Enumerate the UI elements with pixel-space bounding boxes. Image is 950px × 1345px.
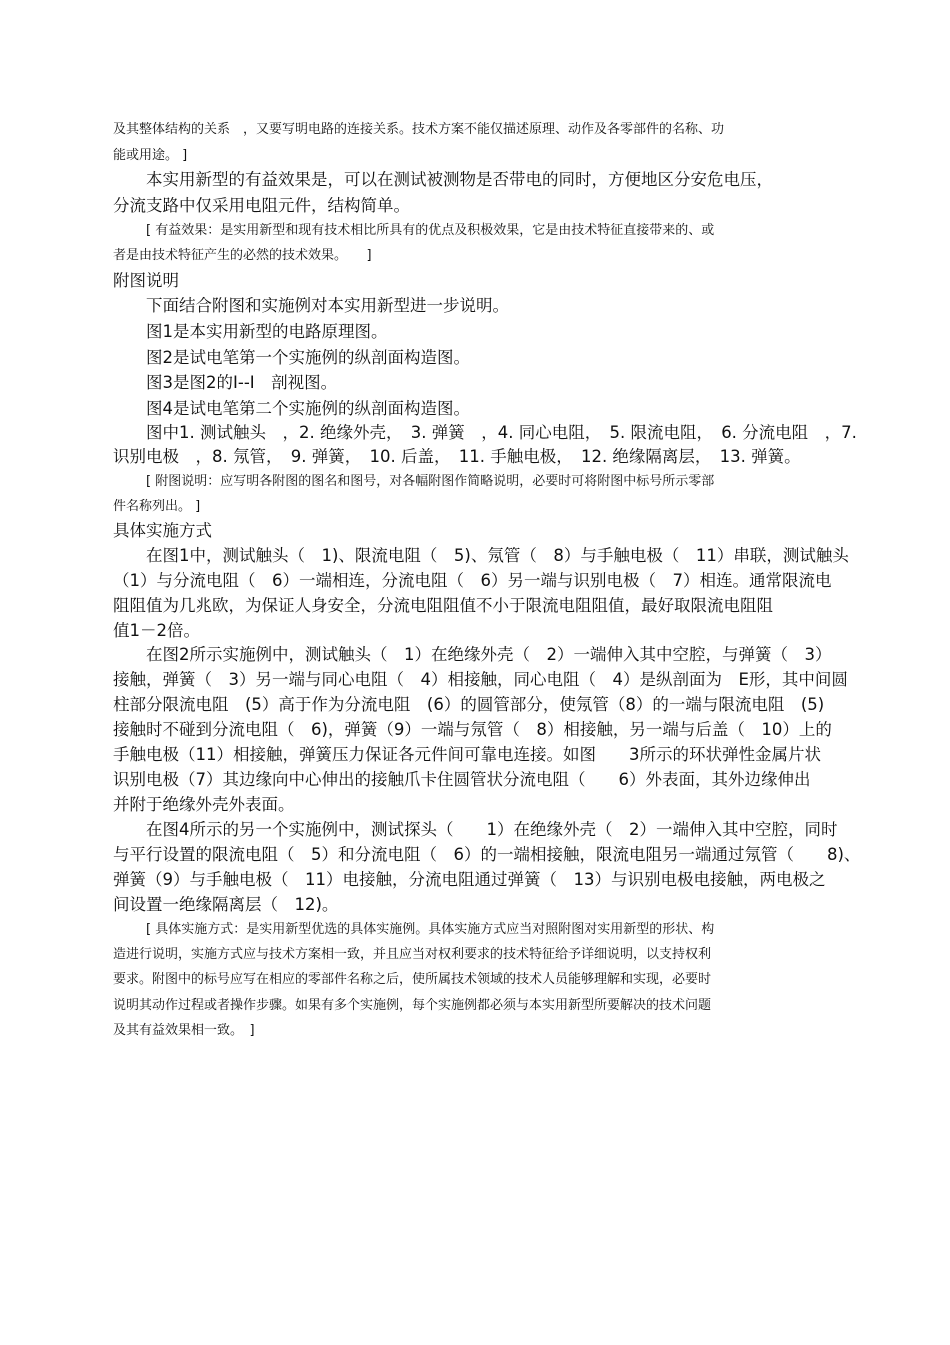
paragraph-line: 在图1中，测试触头（ 1)、限流电阻（ 5)、氖管（ 8）与手触电极（ 11）串联，测试触头 [146, 546, 849, 565]
paragraph-line: 本实用新型的有益效果是，可以在测试被测物是否带电的同时，方便地区分安危电压， [146, 170, 773, 189]
note-line: 要求。附图中的标号应写在相应的零部件名称之后，使所属技术领域的技术人员能够理解和实现，必要时 [113, 972, 712, 987]
paragraph-line: 接触时不碰到分流电阻（ 6)，弹簧（9）一端与氖管（ 8）相接触，另一端与后盖（ 10）上的 [113, 720, 832, 739]
paragraph-line: 值1－2倍。 [113, 621, 200, 640]
section-heading-figures: 附图说明 [113, 271, 179, 290]
paragraph-line: 在图2所示实施例中，测试触头（ 1）在绝缘外壳（ 2）一端伸入其中空腔，与弹簧（ 3） [146, 645, 832, 664]
figure-caption-3: 图3是图2的I--I 剖视图。 [146, 373, 338, 392]
note-line: [ 具体实施方式：是实用新型优选的具体实施例。具体实施方式应当对照附图对实用新型的形状、构 [146, 922, 715, 937]
figure-caption-1: 图1是本实用新型的电路原理图。 [146, 322, 388, 341]
paragraph-line: 阻阻值为几兆欧，为保证人身安全，分流电阻阻值不小于限流电阻阻值，最好取限流电阻阻 [113, 596, 773, 615]
note-line: [ 有益效果：是实用新型和现有技术相比所具有的优点及积极效果，它是由技术特征直接带来的、或 [146, 223, 715, 238]
figure-caption-4: 图4是试电笔第二个实施例的纵剖面构造图。 [146, 399, 470, 418]
paragraph-line: 识别电极（7）其边缘向中心伸出的接触爪卡住圆管状分流电阻（ 6）外表面，其外边缘伸出 [113, 770, 811, 789]
paragraph-line: 下面结合附图和实施例对本实用新型进一步说明。 [146, 296, 509, 315]
paragraph-line: 接触，弹簧（ 3）另一端与同心电阻（ 4）相接触，同心电阻（ 4）是纵剖面为 E形，其中间圆 [113, 670, 848, 689]
paragraph-line: 分流支路中仅采用电阻元件，结构简单。 [113, 196, 410, 215]
note-line: [ 附图说明：应写明各附图的图名和图号，对各幅附图作简略说明，必要时可将附图中标号所示零部 [146, 474, 715, 489]
paragraph-line: 弹簧（9）与手触电极（ 11）电接触，分流电阻通过弹簧（ 13）与识别电极电接触，两电极之 [113, 870, 826, 889]
paragraph-line: 柱部分限流电阻 (5）高于作为分流电阻 (6）的圆管部分，使氖管（8）的一端与限流电阻 (5) [113, 695, 825, 714]
figure-caption-2: 图2是试电笔第一个实施例的纵剖面构造图。 [146, 348, 470, 367]
note-line: 者是由技术特征产生的必然的技术效果。 ] [113, 248, 372, 263]
note-line: 造进行说明，实施方式应与技术方案相一致，并且应当对权利要求的技术特征给予详细说明，以支持权利 [113, 947, 712, 962]
paragraph-line: 间设置一绝缘隔离层（ 12)。 [113, 895, 339, 914]
note-line: 件名称列出。 ] [113, 499, 201, 514]
legend-line: 识别电极 ，8. 氖管， 9. 弹簧， 10. 后盖， 11. 手触电极， 12. 绝缘隔离层， 13. 弹簧。 [113, 447, 801, 466]
paragraph-line: 与平行设置的限流电阻（ 5）和分流电阻（ 6）的一端相接触，限流电阻另一端通过氖管（ 8)、 [113, 845, 861, 864]
paragraph-line: 并附于绝缘外壳外表面。 [113, 795, 295, 814]
note-line: 说明其动作过程或者操作步骤。如果有多个实施例，每个实施例都必须与本实用新型所要解决的技术问题 [113, 998, 712, 1013]
note-line: 及其有益效果相一致。 ] [113, 1023, 255, 1038]
paragraph-line: （1）与分流电阻（ 6）一端相连，分流电阻（ 6）另一端与识别电极（ 7）相连。通常限流电 [113, 571, 832, 590]
paragraph-line: 在图4所示的另一个实施例中，测试探头（ 1）在绝缘外壳（ 2）一端伸入其中空腔，同时 [146, 820, 838, 839]
note-line-2: 能或用途。 ] [113, 148, 188, 163]
paragraph-line: 手触电极（11）相接触，弹簧压力保证各元件间可靠电连接。如图 3所示的环状弹性金属片状 [113, 745, 821, 764]
note-line-1: 及其整体结构的关系 ，又要写明电路的连接关系。技术方案不能仅描述原理、动作及各零部件的名称、功 [113, 122, 725, 137]
section-heading-embodiment: 具体实施方式 [113, 521, 212, 540]
legend-line: 图中1. 测试触头 ，2. 绝缘外壳， 3. 弹簧 ，4. 同心电阻， 5. 限流电阻， 6. 分流电阻 ，7. [146, 423, 857, 442]
